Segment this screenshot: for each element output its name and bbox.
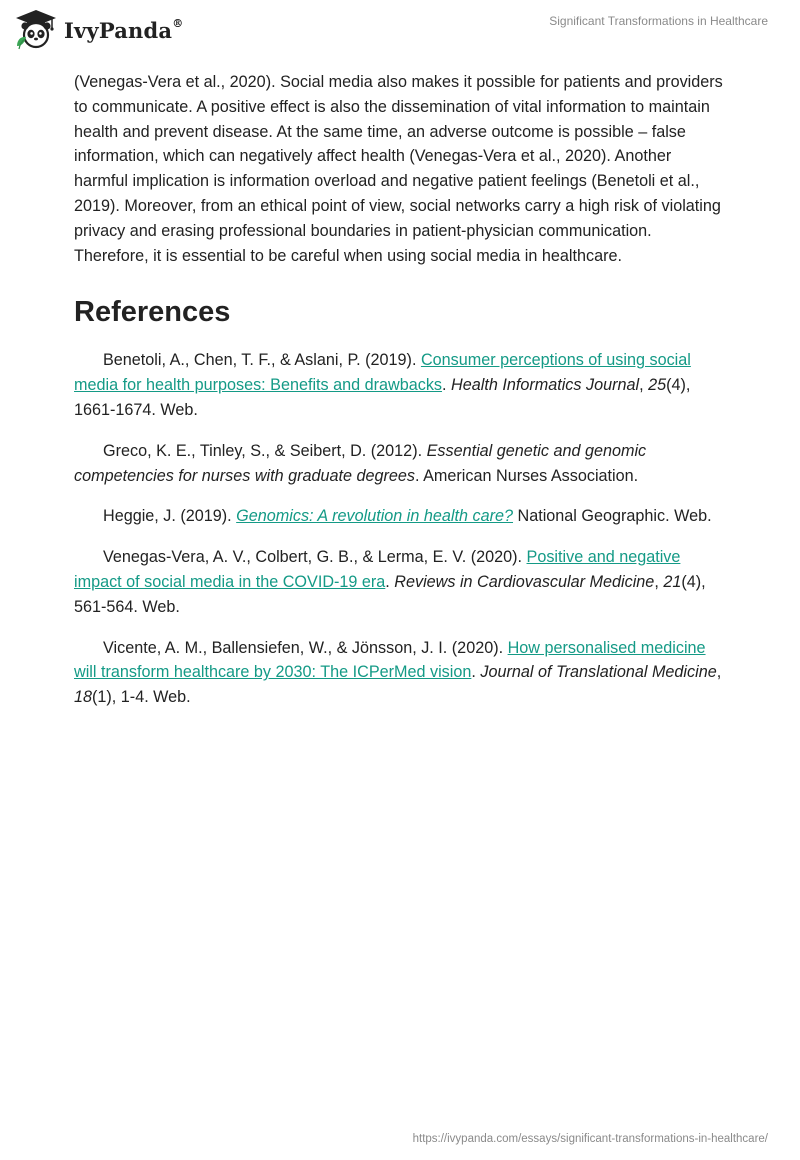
reference-title-italic: Essential genetic and genomic competencies for nurses with graduate degrees (74, 441, 647, 485)
reference-title-link[interactable]: How personalised medicine will transform healthcare by 2030: The ICPerMed vision (74, 638, 706, 682)
document-title: Significant Transformations in Healthcare (549, 14, 768, 28)
reference-title-link[interactable]: Positive and negative impact of social media in the COVID-19 era (74, 548, 681, 591)
reference-item (74, 439, 726, 489)
reference-volume: 25 (648, 376, 667, 395)
reference-journal: Journal of Translational Medicine (480, 663, 717, 682)
reference-volume: 18 (74, 688, 93, 707)
reference-punctuation: , (716, 663, 722, 682)
reference-item (74, 348, 726, 422)
reference-volume: 21 (663, 572, 682, 591)
reference-punctuation: . (442, 376, 452, 395)
reference-details: (4), 1661-1674. Web. (74, 376, 691, 419)
reference-punctuation: . (385, 572, 395, 591)
reference-item (74, 636, 726, 710)
reference-authors: Heggie, J. (2019). (103, 507, 237, 526)
reference-details: (4), 561-564. Web. (74, 572, 706, 616)
panda-graduate-icon (14, 8, 58, 50)
reference-item (74, 545, 726, 619)
reference-punctuation: , (639, 376, 649, 395)
references-heading: References (74, 296, 231, 329)
page-header (0, 0, 800, 62)
reference-item (74, 504, 726, 529)
footer-url[interactable]: https://ivypanda.com/essays/significant-transformations-in-healthcare/ (412, 1133, 768, 1145)
reference-authors: Benetoli, A., Chen, T. F., & Aslani, P. (2019). (103, 351, 421, 370)
reference-details: . American Nurses Association. (415, 466, 639, 485)
reference-authors: Vicente, A. M., Ballensiefen, W., & Jönsson, J. I. (2020). (103, 638, 508, 657)
reference-journal: Reviews in Cardiovascular Medicine (394, 572, 655, 591)
body-paragraph: (Venegas-Vera et al., 2020). Social media also makes it possible for patients and providers to communicate. A positive effect is also the dissemination of vital information to maintain health and prevent disease. At the same time, an adverse outcome is possible – false information, which can negatively affect health (Venegas-Vera et al., 2020). Another harmful implication is information overload and negative patient feelings (Benetoli et al., 2019). Moreover, from an ethical point of view, social networks carry a high risk of violating privacy and erasing professional boundaries in patient-physician communication. Therefore, it is essential to be careful when using social media in healthcare. (74, 73, 723, 265)
essay-content (74, 70, 726, 726)
logo-text: IvyPanda® (64, 16, 184, 43)
reference-journal: Health Informatics Journal (451, 376, 640, 395)
reference-punctuation: , (654, 572, 664, 591)
reference-details: National Geographic. Web. (513, 507, 712, 526)
reference-authors: Venegas-Vera, A. V., Colbert, G. B., & Lerma, E. V. (2020). (103, 548, 527, 567)
reference-title-link[interactable]: Consumer perceptions of using social media for health purposes: Benefits and drawbacks (74, 351, 691, 395)
reference-details: (1), 1-4. Web. (92, 688, 191, 707)
ivypanda-logo[interactable] (14, 8, 183, 50)
reference-punctuation: . (471, 663, 481, 682)
reference-authors: Greco, K. E., Tinley, S., & Seibert, D. (2012). (103, 441, 427, 460)
references-list (74, 348, 726, 710)
reference-title-link[interactable]: Genomics: A revolution in health care? (236, 507, 514, 526)
